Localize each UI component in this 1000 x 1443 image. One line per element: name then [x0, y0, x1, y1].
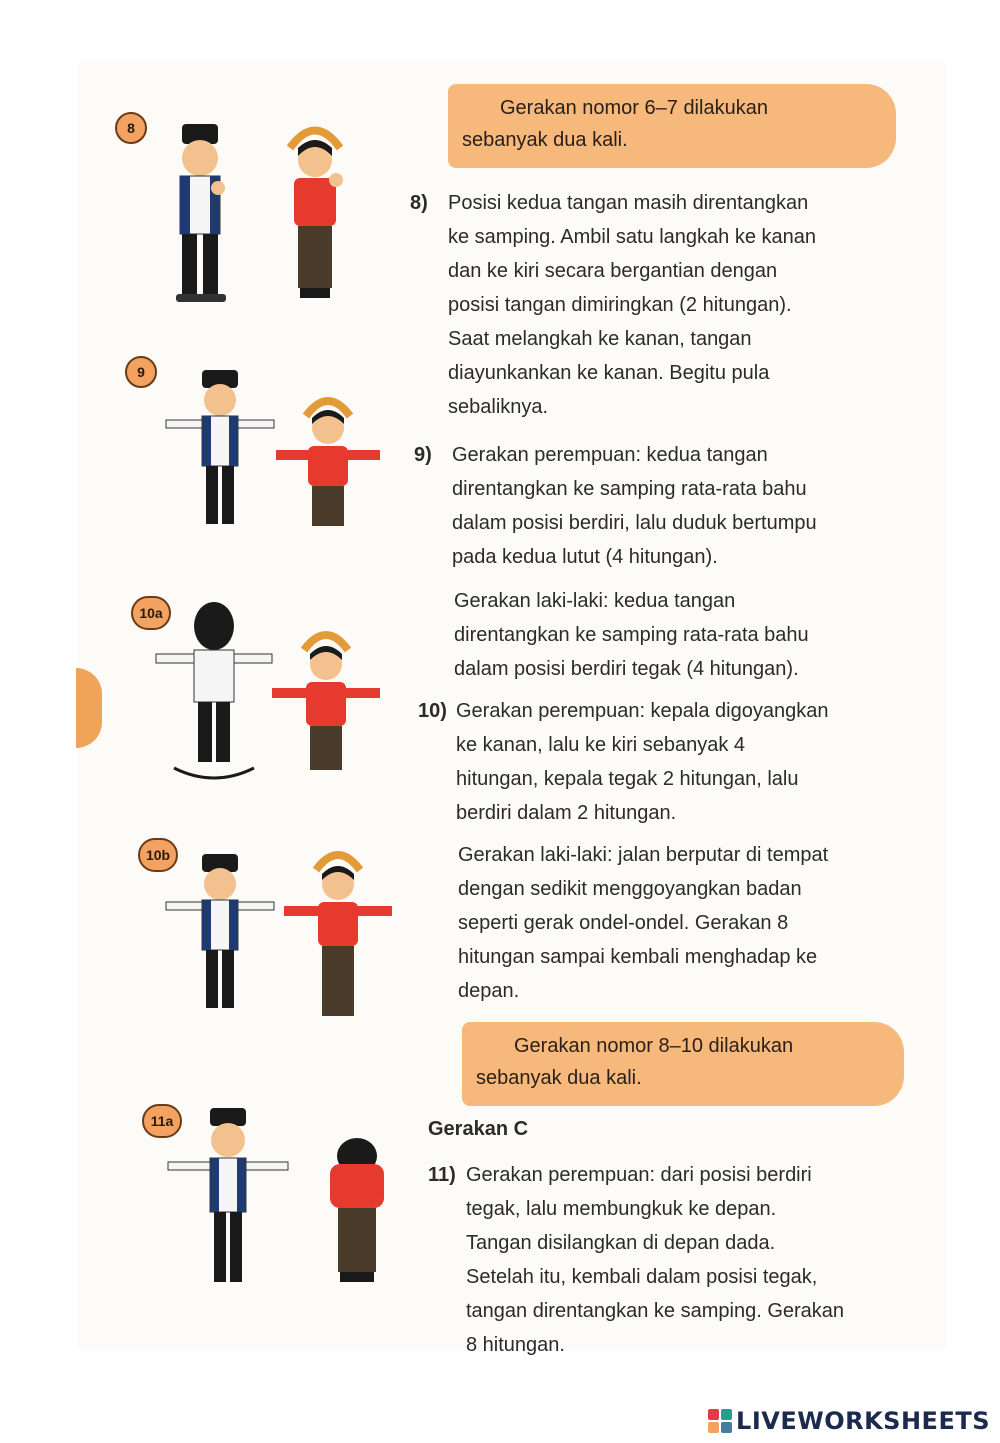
girl-figure [322, 1134, 392, 1286]
brand-grid-icon [708, 1409, 732, 1433]
instruction-male-9: Gerakan laki-laki: kedua tangan direntangkan ke samping rata-rata bahu dalam posisi berdiri tegak (4 hitungan). [454, 590, 809, 680]
instruction-male-10: Gerakan laki-laki: jalan berputar di tempat dengan sedikit menggoyangkan badan seperti gerak ondel-ondel. Gerakan 8 hitungan sampai kembali menghadap ke depan. [458, 844, 829, 1002]
girl-figure [272, 392, 384, 532]
instruction-item-8: 8) Posisi kedua tangan masih direntangkan ke samping. Ambil satu langkah ke kanan dan ke kiri secara bergantian dengan posisi tangan dimiringkan (2 hitungan). Saat melangkah ke kanan, tangan diayunkankan ke kanan. Begitu pula sebaliknya. [410, 192, 816, 418]
step-badge-10a: 10a [131, 596, 171, 630]
girl-figure [266, 626, 386, 776]
girl-figure [278, 846, 398, 1022]
repeat-note-2: Gerakan nomor 8–10 dilakukan sebanyak dua kali. [462, 1022, 904, 1106]
boy-figure [148, 596, 278, 786]
step-badge-10b: 10b [138, 838, 178, 872]
boy-figure [160, 366, 280, 536]
instruction-item-9: 9) Gerakan perempuan: kedua tangan direntangkan ke samping rata-rata bahu dalam posisi berdiri, lalu duduk bertumpu pada kedua lutut (4 hitungan). [414, 444, 817, 568]
liveworksheets-logo[interactable] [708, 1407, 990, 1435]
boy-figure [160, 118, 240, 308]
instruction-item-11: 11) Gerakan perempuan: dari posisi berdiri tegak, lalu membungkuk ke depan. Tangan disilangkan di depan dada. Setelah itu, kembali dalam posisi tegak, tangan direntangkan ke samping. Gerakan 8 hitungan. [428, 1164, 845, 1356]
boy-figure [160, 1104, 296, 1292]
instruction-item-10: 10) Gerakan perempuan: kepala digoyangkan ke kanan, lalu ke kiri sebanyak 4 hitungan, kepala tegak 2 hitungan, lalu berdiri dalam 2 hitungan. [418, 700, 829, 824]
step-badge-8: 8 [115, 112, 147, 144]
step-badge-9: 9 [125, 356, 157, 388]
step-badge-11a: 11a [142, 1104, 182, 1138]
brand-wordmark: LIVEWORKSHEETS [736, 1407, 990, 1435]
repeat-note-1: Gerakan nomor 6–7 dilakukan sebanyak dua kali. [448, 84, 896, 168]
boy-figure [160, 850, 280, 1020]
girl-figure [280, 118, 350, 308]
section-heading: Gerakan C [428, 1118, 529, 1140]
